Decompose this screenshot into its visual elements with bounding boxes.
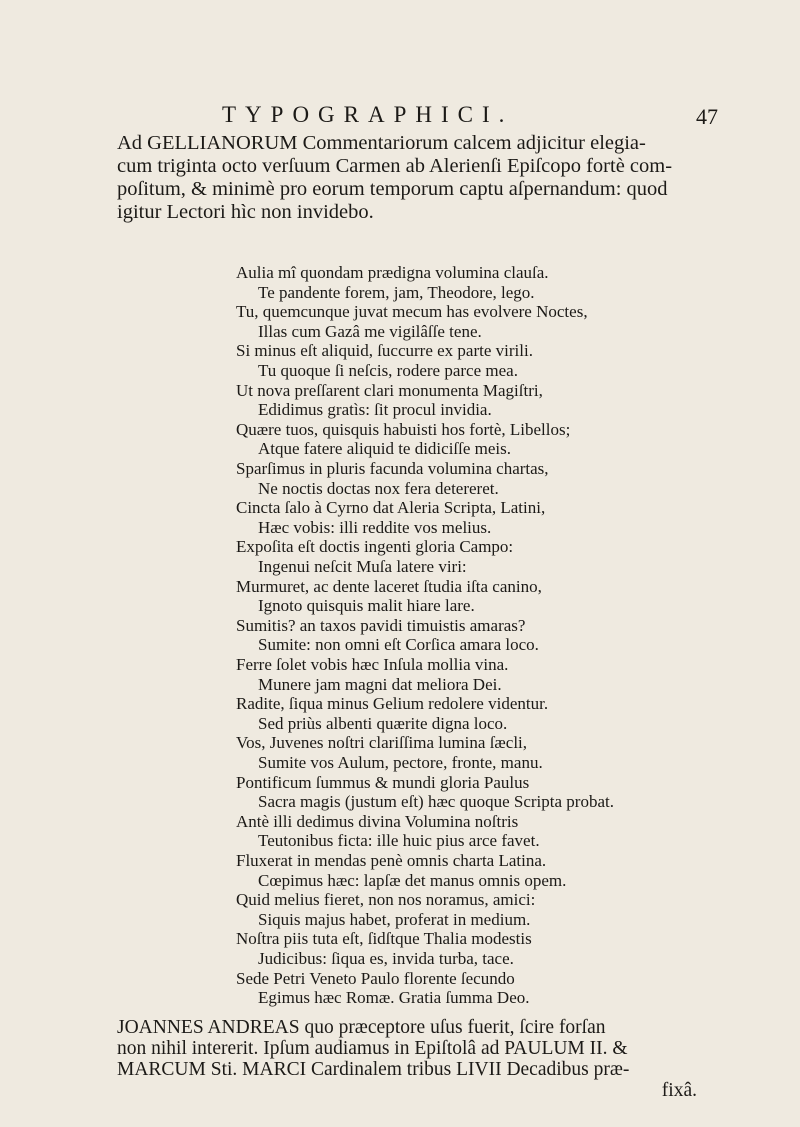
poem-verse: Cincta ſalo à Cyrno dat Aleria Scripta, Latini, bbox=[236, 498, 546, 518]
poem-verse: Ut nova preſſarent clari monumenta Magiſtri, bbox=[236, 380, 543, 400]
poem-verse: Sede Petri Veneto Paulo florente ſecundo bbox=[236, 968, 515, 988]
poem-verse: Teutonibus ficta: ille huic pius arce favet. bbox=[258, 831, 540, 851]
poem-verse: Siquis majus habet, proferat in medium. bbox=[258, 909, 531, 929]
poem-verse: Sumitis? an taxos pavidi timuistis amaras? bbox=[236, 615, 526, 635]
poem-verse: Cœpimus hæc: lapſæ det manus omnis opem. bbox=[258, 870, 567, 890]
poem-verse: Sumite: non omni eſt Corſica amara loco. bbox=[258, 635, 539, 655]
poem-verse: Vos, Juvenes noſtri clariſſima lumina ſæcli, bbox=[236, 733, 528, 753]
intro-line: igitur Lectori hìc non invidebo. bbox=[117, 201, 374, 223]
poem-verse: Te pandente forem, jam, Theodore, lego. bbox=[258, 282, 535, 302]
poem-verse: Antè illi dedimus divina Volumina noſtris bbox=[236, 811, 519, 831]
poem-verse: Atque fatere aliquid te didiciſſe meis. bbox=[258, 439, 512, 459]
poem-verse: Ingenui neſcit Muſa latere viri: bbox=[258, 557, 467, 576]
poem-verse: Illas cum Gazâ me vigilâſſe tene. bbox=[258, 321, 482, 341]
poem-verse: Edidimus gratìs: ſit procul invidia. bbox=[258, 400, 492, 420]
poem-verse: Radite, ſiqua minus Gelium redolere videntur. bbox=[236, 694, 549, 714]
poem-verse: Si minus eſt aliquid, ſuccurre ex parte virili. bbox=[236, 341, 533, 361]
page-number: 47 bbox=[696, 104, 718, 129]
poem-verse: Sparſimus in pluris facunda volumina chartas, bbox=[236, 459, 549, 478]
poem-verse: Quid melius fieret, non nos noramus, amici: bbox=[236, 890, 536, 910]
poem-verse: Aulia mî quondam prædigna volumina clauſa. bbox=[236, 263, 549, 282]
poem-verse: Tu, quemcunque juvat mecum has evolvere Noctes, bbox=[236, 302, 588, 322]
poem-verse: Pontificum ſummus & mundi gloria Paulus bbox=[236, 772, 530, 792]
poem-verse: Expoſita eſt doctis ingenti gloria Campo: bbox=[236, 537, 514, 557]
poem-verse: Ignoto quisquis malit hiare lare. bbox=[258, 596, 475, 616]
running-title: TYPOGRAPHICI. bbox=[222, 102, 514, 127]
intro-line: poſitum, & minimè pro eorum temporum captu aſpernandum: quod bbox=[117, 178, 668, 200]
poem-verse: Fluxerat in mendas penè omnis charta Latina. bbox=[236, 851, 547, 870]
intro-line: cum triginta octo verſuum Carmen ab Alerienſi Epiſcopo fortè com- bbox=[117, 155, 673, 177]
poem-verse: Sacra magis (justum eſt) hæc quoque Scripta probat. bbox=[258, 792, 614, 812]
closing-line: fixâ. bbox=[661, 1080, 697, 1101]
closing-paragraph bbox=[117, 1017, 717, 1101]
poem-verse: Sed priùs albenti quærite digna loco. bbox=[258, 713, 508, 733]
poem-verse: Quære tuos, quisquis habuisti hos fortè, Libellos; bbox=[236, 419, 571, 439]
poem-verse: Noſtra piis tuta eſt, ſidſtque Thalia modestis bbox=[236, 929, 532, 949]
poem-verse: Munere jam magni dat meliora Dei. bbox=[258, 674, 502, 694]
closing-line: non nihil intererit. Ipſum audiamus in Epiſtolâ ad PAULUM II. & bbox=[117, 1038, 628, 1059]
poem-verse: Sumite vos Aulum, pectore, fronte, manu. bbox=[258, 753, 543, 772]
poem-verse: Murmuret, ac dente laceret ſtudia iſta canino, bbox=[236, 576, 542, 596]
poem-verse: Egimus hæc Romæ. Gratia ſumma Deo. bbox=[258, 988, 530, 1008]
closing-line: JOANNES ANDREAS quo præceptore uſus fuerit, ſcire forſan bbox=[117, 1017, 606, 1038]
poem-verse: Ne noctis doctas nox fera detereret. bbox=[258, 478, 499, 498]
intro-line: Ad GELLIANORUM Commentariorum calcem adjicitur elegia- bbox=[117, 132, 646, 154]
poem-verse: Tu quoque ſi neſcis, rodere parce mea. bbox=[258, 361, 518, 380]
poem-verse: Judicibus: ſiqua es, invida turba, tace. bbox=[258, 949, 514, 968]
poem-verse: Ferre ſolet vobis hæc Inſula mollia vina. bbox=[236, 655, 509, 674]
intro-paragraph bbox=[117, 132, 705, 224]
poem-verse: Hæc vobis: illi reddite vos melius. bbox=[258, 517, 492, 537]
closing-line: MARCUM Sti. MARCI Cardinalem tribus LIVII Decadibus præ- bbox=[117, 1059, 630, 1080]
